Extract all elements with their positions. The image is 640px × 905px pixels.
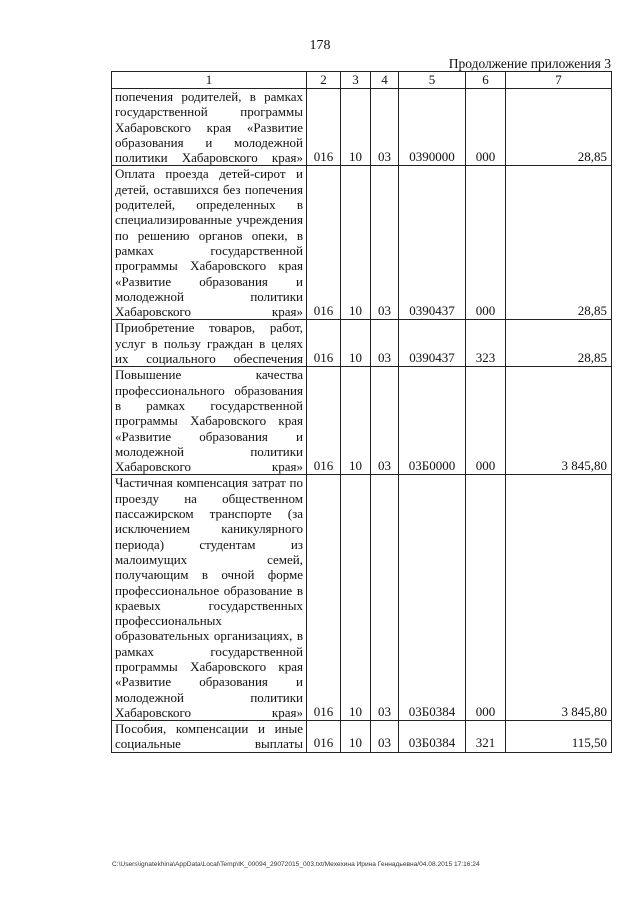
header-col-4: 4 — [371, 72, 399, 89]
row-target-code: 03Б0384 — [399, 721, 466, 753]
row-ministry-code: 016 — [307, 320, 341, 367]
row-subsection-code: 03 — [371, 166, 399, 320]
row-ministry-code: 016 — [307, 166, 341, 320]
row-section-code: 10 — [341, 721, 371, 753]
row-amount: 28,85 — [506, 89, 612, 166]
page-number: 178 — [309, 38, 331, 53]
footer-file-path: C:\Users\ignatekhina\AppData\Local\Temp\IK_00094_29072015_003.txt/Мехехина Ирина Геннадьевна/04.08.2015 17:16:24 — [112, 861, 480, 868]
row-ministry-code: 016 — [307, 367, 341, 475]
row-name: Частичная компенсация затрат по проезду на общественном пассажирском транспорте (за исключением каникулярного периода) студентам из малоимущих семей, получающим в очной форме профессиональное образование в краевых государственных профессиональных образовательных организациях, в рамках государственной программы Хабаровского края «Развитие образования и молодежной политики Хабаровского края» — [112, 475, 307, 721]
header-col-2: 2 — [307, 72, 341, 89]
row-ministry-code: 016 — [307, 89, 341, 166]
header-col-7: 7 — [506, 72, 612, 89]
row-name: попечения родителей, в рамках государственной программы Хабаровского края «Развитие образования и молодежной политики Хабаровского края» — [112, 89, 307, 166]
table-row — [112, 475, 612, 721]
row-amount: 28,85 — [506, 320, 612, 367]
continuation-label: Продолжение приложения 3 — [448, 56, 611, 71]
row-name: Оплата проезда детей-сирот и детей, оставшихся без попечения родителей, определенных в специализированные учреждения по решению органов опеки, в рамках государственной программы Хабаровского края «Развитие образования и молодежной политики Хабаровского края» — [112, 166, 307, 320]
row-subsection-code: 03 — [371, 475, 399, 721]
row-section-code: 10 — [341, 475, 371, 721]
row-expense-code: 321 — [466, 721, 506, 753]
row-subsection-code: 03 — [371, 721, 399, 753]
row-ministry-code: 016 — [307, 721, 341, 753]
table-row — [112, 166, 612, 320]
table-row — [112, 89, 612, 166]
row-expense-code: 000 — [466, 166, 506, 320]
row-section-code: 10 — [341, 166, 371, 320]
row-target-code: 0390437 — [399, 166, 466, 320]
row-name: Пособия, компенсации и иные социальные выплаты — [112, 721, 307, 753]
row-expense-code: 000 — [466, 89, 506, 166]
row-subsection-code: 03 — [371, 89, 399, 166]
header-col-3: 3 — [341, 72, 371, 89]
header-col-1: 1 — [112, 72, 307, 89]
row-expense-code: 323 — [466, 320, 506, 367]
row-section-code: 10 — [341, 89, 371, 166]
row-subsection-code: 03 — [371, 320, 399, 367]
row-target-code: 03Б0000 — [399, 367, 466, 475]
row-ministry-code: 016 — [307, 475, 341, 721]
row-section-code: 10 — [341, 320, 371, 367]
row-target-code: 03Б0384 — [399, 475, 466, 721]
table-row — [112, 320, 612, 367]
row-target-code: 0390437 — [399, 320, 466, 367]
table-row — [112, 721, 612, 753]
row-expense-code: 000 — [466, 367, 506, 475]
row-amount: 3 845,80 — [506, 367, 612, 475]
row-amount: 28,85 — [506, 166, 612, 320]
row-name: Приобретение товаров, работ, услуг в пользу граждан в целях их социального обеспечения — [112, 320, 307, 367]
row-amount: 3 845,80 — [506, 475, 612, 721]
row-target-code: 0390000 — [399, 89, 466, 166]
row-section-code: 10 — [341, 367, 371, 475]
row-expense-code: 000 — [466, 475, 506, 721]
row-name: Повышение качества профессионального образования в рамках государственной программы Хабаровского края «Развитие образования и молодежной политики Хабаровского края» — [112, 367, 307, 475]
table-row — [112, 367, 612, 475]
row-amount: 115,50 — [506, 721, 612, 753]
row-subsection-code: 03 — [371, 367, 399, 475]
header-col-6: 6 — [466, 72, 506, 89]
budget-table — [111, 71, 612, 753]
table-header-row — [112, 72, 612, 89]
header-col-5: 5 — [399, 72, 466, 89]
